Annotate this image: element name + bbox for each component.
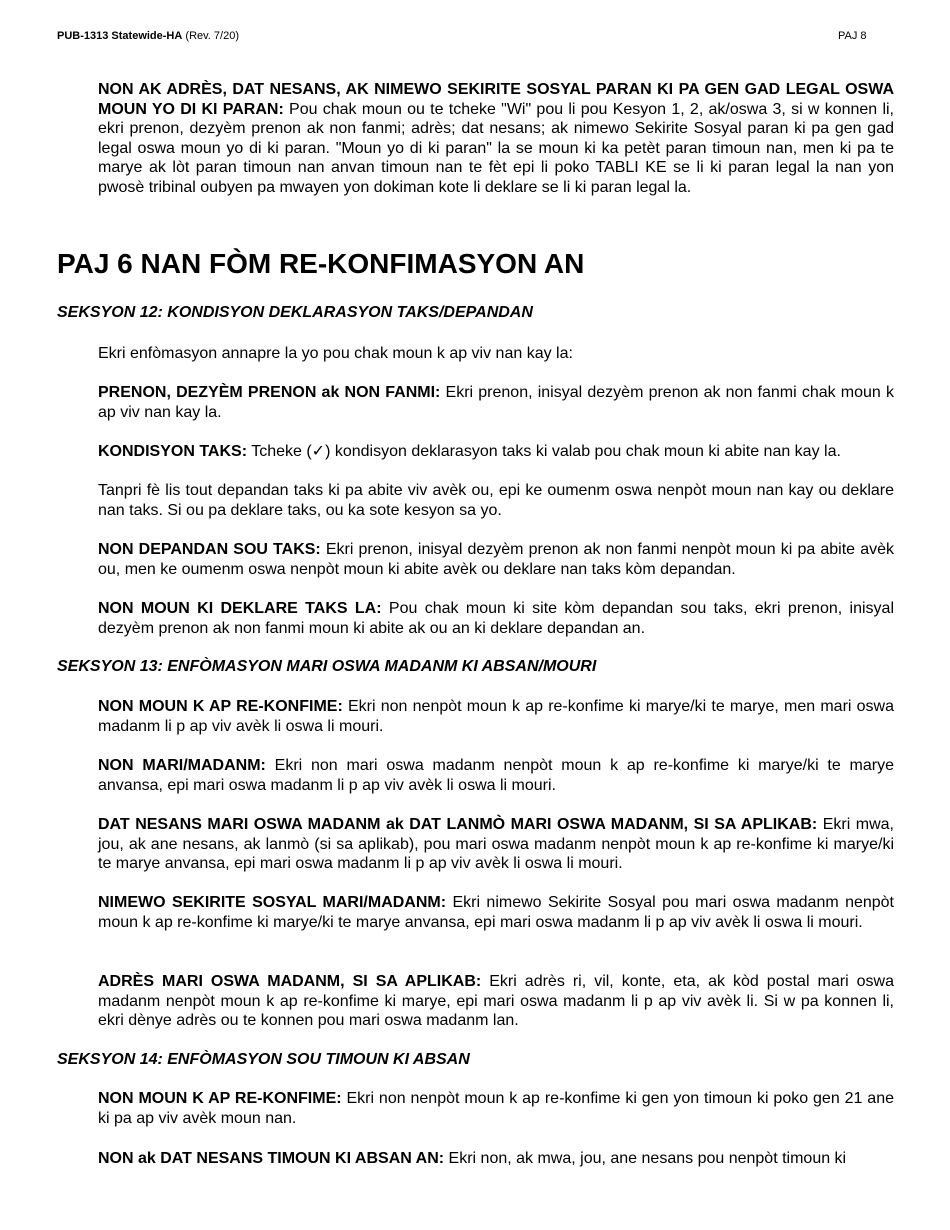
page-title: PAJ 6 NAN FÒM RE-KONFIMASYON AN <box>57 248 585 279</box>
s14-child-text: Ekri non, ak mwa, jou, ane nesans pou nenpòt timoun ki <box>444 1150 847 1167</box>
revision: Rev. 7/20) <box>189 30 239 42</box>
s12-filer-paragraph <box>98 599 894 638</box>
s12-names-paragraph <box>98 383 894 422</box>
s13-spouse-name-paragraph <box>98 756 894 795</box>
s12-dependent-names-text: Ekri prenon, inisyal dezyèm prenon ak non fanmi nenpòt moun ki pa abite avèk ou, men ke oumenm oswa nenpòt moun ki abite avèk ou deklare nan taks kòm depandan. <box>98 541 894 578</box>
document-id <box>57 30 239 42</box>
s13-spouse-name-text: Ekri non mari oswa madanm nenpòt moun k ap re-konfime ki marye/ki te marye anvansa, epi mari oswa madanm li p ap viv avèk li oswa li mouri. <box>98 757 894 794</box>
s12-tax-status-text: Tcheke (✓) kondisyon deklarasyon taks ki valab pou chak moun ki abite nan kay la. <box>247 443 841 460</box>
s12-filer-text: Pou chak moun ki site kòm depandan sou taks, ekri prenon, inisyal dezyèm prenon ak non fanmi moun ki abite ak ou an ki deklare depandan an. <box>98 600 894 637</box>
s14-child-label: NON ak DAT NESANS TIMOUN KI ABSAN AN: <box>98 1150 445 1167</box>
s14-person-text: Ekri non nenpòt moun k ap re-konfime ki gen yon timoun ki poko gen 21 ane ki pa ap viv avèk moun nan. <box>98 1090 894 1127</box>
s13-spouse-ssn-text: Ekri nimewo Sekirite Sosyal pou mari oswa madanm nenpòt moun k ap re-konfime ki marye/ki te marye anvansa, epi mari oswa madanm li p ap viv avèk li oswa li mouri. <box>98 894 894 931</box>
s14-child-paragraph <box>98 1149 894 1169</box>
s13-spouse-dates-paragraph <box>98 815 894 874</box>
s12-filer-label: NON MOUN KI DEKLARE TAKS LA: <box>98 600 382 617</box>
s14-person-paragraph <box>98 1089 894 1128</box>
s14-person-label: NON MOUN K AP RE-KONFIME: <box>98 1090 342 1107</box>
section-12-heading: SEKSYON 12: KONDISYON DEKLARASYON TAKS/DEPANDAN <box>57 304 533 321</box>
intro-text: Pou chak moun ou te tcheke "Wi" pou li pou Kesyon 1, 2, ak/oswa 3, si w konnen li, ekri prenon, dezyèm prenon ak non fanmi; adrès; dat nesans; ak nimewo Sekirite Sosyal paran ki pa gen gad legal oswa moun yo di ki paran. "Moun yo di ki paran" la se moun ki ka petèt paran timoun nan, men ki pa te marye ak lòt paran timoun nan anvan timoun nan te fèt epi li poko TABLI KE se li ki paran legal la nan yon pwosè tribinal oubyen pa mwayen yon dokiman kote li deklare se li ki paran legal la. <box>98 100 895 196</box>
s13-spouse-ssn-paragraph <box>98 893 894 932</box>
s12-tax-status-paragraph <box>98 442 894 462</box>
section-14-heading: SEKSYON 14: ENFÒMASYON SOU TIMOUN KI ABSAN <box>57 1051 470 1068</box>
s12-dependent-names-paragraph <box>98 540 894 579</box>
revision-open: ( <box>182 30 190 42</box>
s13-person-text: Ekri non nenpòt moun k ap re-konfime ki marye/ki te marye, men mari oswa madanm li p ap viv avèk li oswa li mouri. <box>98 698 895 735</box>
s13-person-paragraph <box>98 697 894 736</box>
s13-spouse-address-label: ADRÈS MARI OSWA MADANM, SI SA APLIKAB: <box>98 973 482 990</box>
s13-spouse-name-label: NON MARI/MADANM: <box>98 757 266 774</box>
s13-spouse-dates-label: DAT NESANS MARI OSWA MADANM ak DAT LANMÒ MARI OSWA MADANM, SI SA APLIKAB: <box>98 816 818 833</box>
document-id-bold: PUB-1313 Statewide-HA <box>57 30 183 42</box>
section-13-heading: SEKSYON 13: ENFÒMASYON MARI OSWA MADANM KI ABSAN/MOURI <box>57 658 597 675</box>
intro-label: NON AK ADRÈS, DAT NESANS, AK NIMEWO SEKIRITE SOSYAL PARAN KI PA GEN GAD LEGAL OSWA MOUN YO DI KI PARAN: <box>98 81 894 118</box>
intro-paragraph <box>98 80 894 198</box>
s13-spouse-dates-text: Ekri mwa, jou, ak ane nesans, ak lanmò (si sa aplikab), pou mari oswa madanm nenpòt moun k ap re-konfime ki marye/ki te marye anvansa, epi mari oswa madanm li p ap viv avèk li oswa li mouri. <box>98 816 895 873</box>
s12-dependent-names-label: NON DEPANDAN SOU TAKS: <box>98 541 321 558</box>
page-number: PAJ 8 <box>838 30 867 42</box>
s13-spouse-address-paragraph <box>98 972 894 1031</box>
s12-tax-status-label: KONDISYON TAKS: <box>98 443 248 460</box>
s13-spouse-ssn-label: NIMEWO SEKIRITE SOSYAL MARI/MADANM: <box>98 894 447 911</box>
s12-names-label: PRENON, DEZYÈM PRENON ak NON FANMI: <box>98 384 441 401</box>
s12-dependents-paragraph: Tanpri fè lis tout depandan taks ki pa abite viv avèk ou, epi ke oumenm oswa nenpòt moun nan kay ou deklare nan taks. Si ou pa deklare taks, ou ka sote kesyon sa yo. <box>98 482 894 519</box>
s13-spouse-address-text: Ekri adrès ri, vil, konte, eta, ak kòd postal mari oswa madanm nenpòt moun k ap re-konfime ki marye, epi mari oswa madanm li p ap viv avèk li. Si w pa konnen li, ekri dènye adrès ou te konnen pou mari oswa madanm lan. <box>98 973 895 1030</box>
s13-person-label: NON MOUN K AP RE-KONFIME: <box>98 698 343 715</box>
s12-names-text: Ekri prenon, inisyal dezyèm prenon ak non fanmi chak moun k ap viv nan kay la. <box>98 384 895 421</box>
s12-instructions: Ekri enfòmasyon annapre la yo pou chak moun k ap viv nan kay la: <box>98 345 573 362</box>
